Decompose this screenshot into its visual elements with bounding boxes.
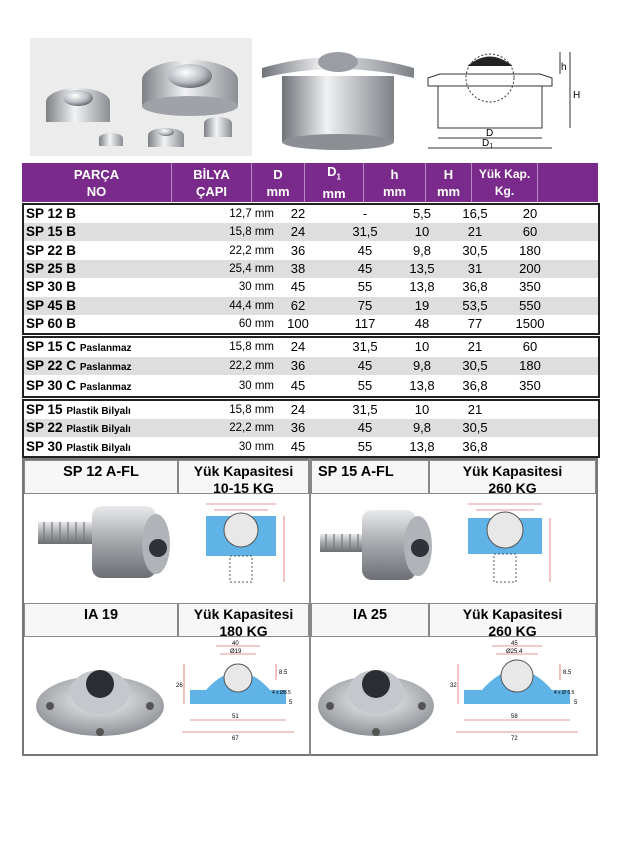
- cell-d: 36: [290, 358, 306, 374]
- ia25-dim-hole: 4 x Ø 6.5: [554, 690, 575, 696]
- cell-H: 30,5: [462, 358, 488, 374]
- cell-H: 30,5: [462, 420, 488, 436]
- header-d1: $D_1$ mm: [305, 163, 364, 202]
- cell-d1: 117: [354, 315, 376, 331]
- cell-name: SP 15 C Paslanmaz: [26, 339, 132, 354]
- cell-name: SP 22 C Paslanmaz: [26, 358, 132, 374]
- ia25-dim-h1: 8.5: [563, 670, 572, 676]
- cell-d: 36: [290, 242, 306, 258]
- cell-d: 24: [290, 339, 306, 354]
- table-block-b: [22, 203, 600, 335]
- table-row: [24, 315, 598, 333]
- cell-load: 180: [519, 358, 541, 374]
- ia19-dim-w1: 51: [232, 714, 239, 720]
- ia25-dim-sub: 5: [574, 700, 578, 706]
- cell-d: 36: [290, 420, 306, 436]
- ball-transfer-units-photo: [30, 38, 252, 156]
- ia25-dim-w1: 58: [511, 714, 518, 720]
- cell-load: 550: [519, 297, 541, 313]
- ia25-dim-ball: Ø25.4: [506, 649, 523, 655]
- cell-load: 350: [519, 279, 541, 295]
- sp12afl-photo: [30, 496, 180, 598]
- header-d: D mm: [252, 163, 305, 202]
- ia19-dim-w2: 67: [232, 736, 239, 742]
- cell-d: 45: [290, 279, 306, 295]
- ia19-photo: [30, 640, 170, 750]
- cell-d1: 45: [357, 242, 373, 258]
- cell-d: 38: [290, 260, 306, 276]
- header-h: h mm: [364, 163, 426, 202]
- cell-d1: 31,5: [352, 402, 378, 417]
- cell-name: SP 60 B: [26, 315, 77, 331]
- sp15afl-capacity: Yük Kapasitesi 260 KG: [429, 460, 596, 494]
- cell-name: SP 30 Plastik Bilyalı: [26, 438, 131, 454]
- cell-d1: 75: [357, 297, 373, 313]
- cell-H: 36,8: [462, 438, 488, 454]
- ia25-dim-top: 45: [511, 641, 518, 647]
- table-row: [24, 242, 598, 260]
- cell-ball: 30 mm: [238, 379, 274, 392]
- dim-D1-sub: 1: [489, 143, 494, 150]
- cell-H: 36,8: [462, 377, 488, 393]
- cell-H: 21: [467, 339, 483, 354]
- cell-h: 48: [414, 315, 430, 331]
- cell-h: 9,8: [412, 242, 432, 258]
- dimension-drawing: [420, 38, 600, 156]
- cell-h: 10: [414, 224, 430, 240]
- header-load: Yük Kap. Kg.: [472, 163, 538, 202]
- header-H: H mm: [426, 163, 472, 202]
- cell-d1: 55: [357, 438, 373, 454]
- table-row: [24, 223, 598, 241]
- ia19-dim-sub: 5: [289, 700, 293, 706]
- cell-h: 5,5: [412, 206, 432, 221]
- cell-h: 10: [414, 402, 430, 417]
- cell-load: 350: [519, 377, 541, 393]
- sp15afl-drawing: [448, 496, 568, 600]
- cell-load: 20: [522, 206, 538, 221]
- cell-d1: 31,5: [352, 339, 378, 354]
- cell-d: 45: [290, 377, 306, 393]
- cell-h: 19: [414, 297, 430, 313]
- cell-load: [499, 419, 561, 437]
- cell-d: 24: [290, 402, 306, 417]
- sp12afl-capacity: Yük Kapasitesi 10-15 KG: [178, 460, 309, 494]
- sp15afl-photo: [314, 496, 434, 598]
- table-row: [24, 357, 598, 375]
- sp15afl-name: SP 15 A-FL: [311, 460, 429, 494]
- ia19-dim-hole: 4 x Ø8.5: [272, 690, 291, 696]
- cell-d: 24: [290, 224, 306, 240]
- cell-h: 13,5: [409, 260, 435, 276]
- svg-text:D1: [482, 138, 493, 150]
- table-row: [24, 260, 598, 278]
- cell-H: 31: [467, 260, 483, 276]
- cell-name: SP 30 B: [26, 279, 77, 295]
- cell-ball: 22,2 mm: [229, 422, 274, 435]
- table-row: [24, 205, 598, 223]
- dim-D1-label: D: [482, 138, 490, 149]
- cell-name: SP 15 Plastik Bilyalı: [26, 402, 131, 417]
- table-row: [24, 419, 598, 437]
- cell-d1: -: [362, 206, 368, 221]
- table-row: [24, 297, 598, 315]
- ia19-dim-top: 40: [232, 641, 239, 647]
- header-part: PARÇA NO: [22, 163, 172, 202]
- cell-name: SP 15 B: [26, 224, 77, 240]
- cell-ball: 15,8 mm: [229, 341, 274, 353]
- cell-ball: 44,4 mm: [229, 299, 274, 312]
- cell-load: 180: [519, 242, 541, 258]
- ia19-dim-left: 26: [176, 683, 183, 689]
- ia19-capacity: Yük Kapasitesi 180 KG: [178, 603, 309, 637]
- cell-d: 100: [287, 315, 309, 331]
- cell-name: SP 12 B: [26, 206, 77, 221]
- cell-load: 1500: [515, 315, 545, 331]
- ia25-capacity: Yük Kapasitesi 260 KG: [429, 603, 596, 637]
- cell-ball: 25,4 mm: [229, 262, 274, 275]
- cell-H: 77: [467, 315, 483, 331]
- ball-transfer-side-photo: [258, 38, 418, 156]
- cell-d1: 45: [357, 260, 373, 276]
- table-row: [24, 338, 598, 356]
- ia25-drawing: [450, 640, 590, 752]
- cell-d1: 45: [357, 358, 373, 374]
- cell-h: 13,8: [409, 377, 435, 393]
- cell-H: 21: [467, 224, 483, 240]
- ia19-name: IA 19: [24, 603, 178, 637]
- cell-name: SP 25 B: [26, 260, 77, 276]
- ia19-drawing: [176, 640, 306, 752]
- cell-load: [499, 438, 561, 456]
- ia19-dim-ball: Ø19: [230, 649, 242, 655]
- cell-d: 22: [290, 206, 306, 221]
- cell-ball: 30 mm: [238, 281, 274, 294]
- table-block-p: [22, 399, 600, 458]
- cell-name: SP 45 B: [26, 297, 77, 313]
- ia25-photo: [314, 640, 444, 750]
- cell-name: SP 22 Plastik Bilyalı: [26, 420, 131, 436]
- cell-d1: 45: [357, 420, 373, 436]
- sp12afl-drawing: [184, 496, 304, 600]
- cell-d1: 31,5: [352, 224, 378, 240]
- ia25-dim-left: 32: [450, 683, 457, 689]
- dim-h-label: h: [561, 62, 567, 73]
- cell-h: 10: [414, 339, 430, 354]
- cell-H: 30,5: [462, 242, 488, 258]
- cell-ball: 12,7 mm: [229, 208, 274, 220]
- cell-h: 9,8: [412, 358, 432, 374]
- cell-ball: 22,2 mm: [229, 360, 274, 373]
- cell-load: 60: [522, 339, 538, 354]
- cell-h: 9,8: [412, 420, 432, 436]
- cell-d1: 55: [357, 377, 373, 393]
- cell-load: 200: [519, 260, 541, 276]
- table-row: [24, 278, 598, 296]
- sp12afl-name: SP 12 A-FL: [24, 460, 178, 494]
- cell-H: 21: [467, 402, 483, 417]
- cell-name: SP 30 C Paslanmaz: [26, 377, 132, 393]
- cell-h: 13,8: [409, 438, 435, 454]
- cell-H: 53,5: [462, 297, 488, 313]
- cell-H: 36,8: [462, 279, 488, 295]
- table-row: [24, 377, 598, 395]
- cell-load: 60: [522, 224, 538, 240]
- cell-load: [499, 401, 561, 419]
- cell-ball: 30 mm: [238, 440, 274, 453]
- cell-d1: 55: [357, 279, 373, 295]
- ia25-dim-w2: 72: [511, 736, 518, 742]
- table-block-c: [22, 336, 600, 398]
- table-row: [24, 438, 598, 456]
- dim-D-label: D: [486, 128, 494, 139]
- cell-H: 16,5: [462, 206, 488, 221]
- dim-H-label: H: [573, 90, 581, 101]
- table-row: [24, 401, 598, 419]
- cell-ball: 15,8 mm: [229, 404, 274, 416]
- header-ball: BİLYA ÇAPI: [172, 163, 252, 202]
- ia19-dim-h1: 8.5: [279, 670, 288, 676]
- cell-ball: 15,8 mm: [229, 226, 274, 239]
- cell-d: 62: [290, 297, 306, 313]
- cell-ball: 22,2 mm: [229, 244, 274, 257]
- ia25-name: IA 25: [311, 603, 429, 637]
- cell-d: 45: [290, 438, 306, 454]
- cell-ball: 60 mm: [238, 317, 274, 330]
- cell-name: SP 22 B: [26, 242, 77, 258]
- cell-h: 13,8: [409, 279, 435, 295]
